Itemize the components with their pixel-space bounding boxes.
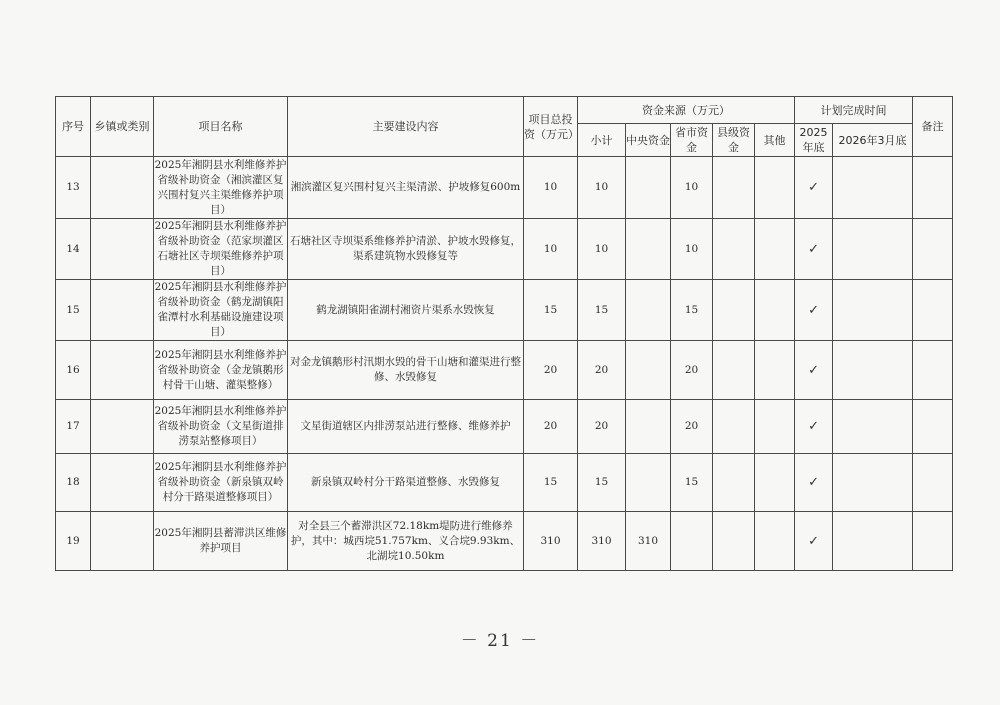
cell-province: 10	[671, 157, 713, 219]
cell-town	[91, 157, 154, 219]
check-icon: ✓	[795, 512, 833, 571]
table-row	[56, 400, 953, 454]
cell-other	[755, 454, 795, 512]
cell-total: 10	[524, 219, 578, 280]
cell-content: 鹤龙湖镇阳雀湖村湘资片渠系水毁恢复	[288, 280, 524, 341]
cell-total: 15	[524, 280, 578, 341]
cell-other	[755, 219, 795, 280]
cell-province: 20	[671, 400, 713, 454]
header-funding-source: 资金来源（万元）	[578, 97, 795, 124]
check-icon: ✓	[795, 219, 833, 280]
cell-seq: 16	[56, 341, 91, 400]
header-county: 县级资金	[713, 124, 755, 157]
header-plan-2026: 2026年3月底	[833, 124, 913, 157]
cell-province	[671, 512, 713, 571]
cell-project-name: 2025年湘阴县水利维修养护省级补助资金（金龙镇鹅形村骨干山塘、灌渠整修）	[154, 341, 288, 400]
cell-plan-2026	[833, 341, 913, 400]
cell-county	[713, 219, 755, 280]
table-body	[56, 157, 953, 571]
cell-other	[755, 341, 795, 400]
header-subtotal: 小计	[578, 124, 626, 157]
cell-town	[91, 341, 154, 400]
cell-total: 15	[524, 454, 578, 512]
cell-remark	[913, 280, 953, 341]
cell-other	[755, 400, 795, 454]
cell-seq: 14	[56, 219, 91, 280]
cell-central	[626, 219, 671, 280]
table-row	[56, 157, 953, 219]
cell-plan-2026	[833, 280, 913, 341]
header-plan-2025: 2025年底	[795, 124, 833, 157]
cell-project-name: 2025年湘阴县水利维修养护省级补助资金（鹤龙湖镇阳雀潭村水利基础设施建设项目）	[154, 280, 288, 341]
check-icon: ✓	[795, 400, 833, 454]
cell-central	[626, 400, 671, 454]
cell-town	[91, 454, 154, 512]
header-total: 项目总投资（万元）	[524, 97, 578, 157]
cell-project-name: 2025年湘阴县水利维修养护省级补助资金（范家坝灌区石塘社区寺坝渠维修养护项目）	[154, 219, 288, 280]
cell-plan-2026	[833, 512, 913, 571]
cell-content: 石塘社区寺坝渠系维修养护清淤、护坡水毁修复，渠系建筑物水毁修复等	[288, 219, 524, 280]
cell-plan-2026	[833, 219, 913, 280]
cell-subtotal: 10	[578, 157, 626, 219]
cell-town	[91, 512, 154, 571]
header-seq: 序号	[56, 97, 91, 157]
cell-content: 对金龙镇鹅形村汛期水毁的骨干山塘和灌渠进行整修、水毁修复	[288, 341, 524, 400]
check-icon: ✓	[795, 341, 833, 400]
cell-project-name: 2025年湘阴县蓄滞洪区维修养护项目	[154, 512, 288, 571]
cell-town	[91, 400, 154, 454]
cell-county	[713, 341, 755, 400]
cell-province: 10	[671, 219, 713, 280]
cell-seq: 18	[56, 454, 91, 512]
cell-total: 20	[524, 341, 578, 400]
cell-total: 20	[524, 400, 578, 454]
cell-other	[755, 512, 795, 571]
cell-content: 湘滨灌区复兴围村复兴主渠清淤、护坡修复600m	[288, 157, 524, 219]
header-other: 其他	[755, 124, 795, 157]
cell-content: 新泉镇双岭村分干路渠道整修、水毁修复	[288, 454, 524, 512]
header-province: 省市资金	[671, 124, 713, 157]
cell-subtotal: 15	[578, 280, 626, 341]
cell-subtotal: 10	[578, 219, 626, 280]
cell-central	[626, 280, 671, 341]
cell-project-name: 2025年湘阴县水利维修养护省级补助资金（文星街道排涝泵站整修项目）	[154, 400, 288, 454]
cell-subtotal: 20	[578, 341, 626, 400]
cell-content: 文星街道辖区内排涝泵站进行整修、维修养护	[288, 400, 524, 454]
cell-other	[755, 157, 795, 219]
cell-seq: 17	[56, 400, 91, 454]
project-table	[55, 96, 953, 571]
cell-town	[91, 280, 154, 341]
table-header	[56, 97, 953, 157]
cell-county	[713, 454, 755, 512]
cell-central: 310	[626, 512, 671, 571]
cell-remark	[913, 219, 953, 280]
header-content: 主要建设内容	[288, 97, 524, 157]
header-name: 项目名称	[154, 97, 288, 157]
cell-content: 对全县三个蓄滞洪区72.18km堤防进行维修养护，其中：城西垸51.757km、义合垸9.93km、北湖垸10.50km	[288, 512, 524, 571]
cell-remark	[913, 341, 953, 400]
cell-county	[713, 512, 755, 571]
table-row	[56, 280, 953, 341]
cell-remark	[913, 157, 953, 219]
cell-county	[713, 280, 755, 341]
check-icon: ✓	[795, 280, 833, 341]
cell-plan-2026	[833, 157, 913, 219]
cell-project-name: 2025年湘阴县水利维修养护省级补助资金（新泉镇双岭村分干路渠道整修项目）	[154, 454, 288, 512]
header-plan-time: 计划完成时间	[795, 97, 913, 124]
cell-county	[713, 157, 755, 219]
check-icon: ✓	[795, 157, 833, 219]
header-central: 中央资金	[626, 124, 671, 157]
cell-seq: 19	[56, 512, 91, 571]
cell-subtotal: 310	[578, 512, 626, 571]
table-row	[56, 454, 953, 512]
page-number: － 21 －	[460, 631, 540, 651]
cell-subtotal: 15	[578, 454, 626, 512]
cell-central	[626, 157, 671, 219]
cell-seq: 15	[56, 280, 91, 341]
cell-subtotal: 20	[578, 400, 626, 454]
header-town: 乡镇或类别	[91, 97, 154, 157]
cell-total: 10	[524, 157, 578, 219]
check-icon: ✓	[795, 454, 833, 512]
table-row	[56, 512, 953, 571]
cell-remark	[913, 512, 953, 571]
cell-county	[713, 400, 755, 454]
header-remark: 备注	[913, 97, 953, 157]
cell-total: 310	[524, 512, 578, 571]
table-row	[56, 341, 953, 400]
cell-central	[626, 341, 671, 400]
cell-province: 15	[671, 280, 713, 341]
cell-province: 20	[671, 341, 713, 400]
cell-remark	[913, 400, 953, 454]
cell-province: 15	[671, 454, 713, 512]
cell-seq: 13	[56, 157, 91, 219]
cell-remark	[913, 454, 953, 512]
cell-plan-2026	[833, 400, 913, 454]
table-row	[56, 219, 953, 280]
cell-central	[626, 454, 671, 512]
cell-project-name: 2025年湘阴县水利维修养护省级补助资金（湘滨灌区复兴围村复兴主渠维修养护项目）	[154, 157, 288, 219]
cell-plan-2026	[833, 454, 913, 512]
cell-town	[91, 219, 154, 280]
cell-other	[755, 280, 795, 341]
